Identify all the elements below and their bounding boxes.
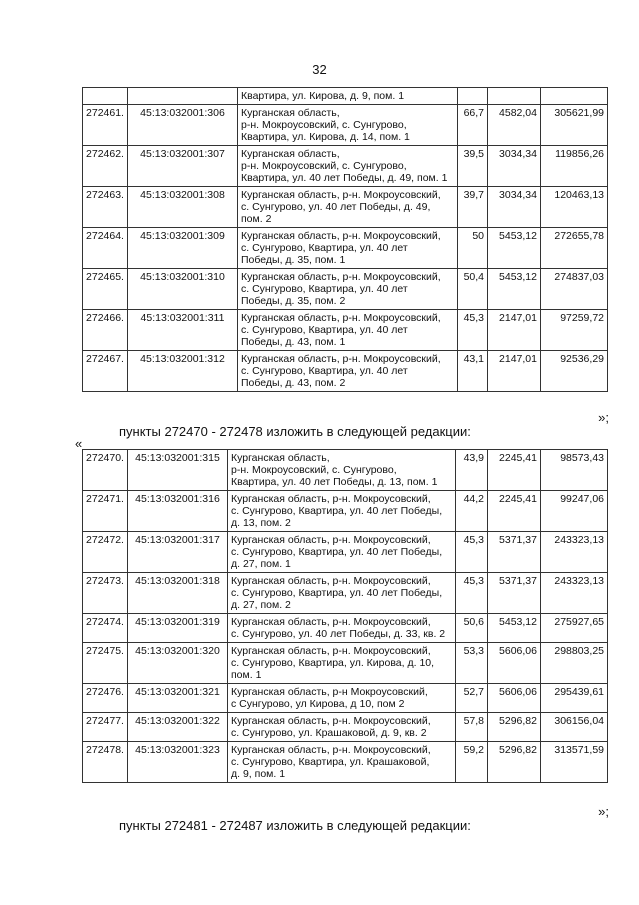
area-value: 39,7 [458, 187, 488, 228]
price-value: 3034,34 [488, 146, 541, 187]
table-row [83, 88, 608, 105]
address-line: с. Сунгурово, Квартира, ул. Крашаковой, [231, 756, 430, 768]
address-line: Курганская область, р-н. Мокроусовский, [231, 744, 431, 756]
address-line: с. Сунгурово, Квартира, ул. Кирова, д. 10, [231, 657, 435, 669]
price-value: 5606,06 [488, 643, 541, 684]
address-line: Курганская область, р-н. Мокроусовский, [241, 353, 441, 365]
price-value: 2147,01 [488, 310, 541, 351]
table-row [83, 450, 608, 491]
table-row [83, 187, 608, 228]
table-row [83, 532, 608, 573]
address-line: Победы, д. 43, пом. 1 [241, 336, 346, 348]
address-line: Курганская область, р-н. Мокроусовский, [241, 230, 441, 242]
address-line: р-н. Мокроусовский, с. Сунгурово, [241, 119, 407, 131]
address-line: Победы, д. 43, пом. 2 [241, 377, 346, 389]
address-line: д. 27, пом. 1 [231, 558, 291, 570]
price-value: 4582,04 [488, 105, 541, 146]
total-value: 99247,06 [541, 491, 608, 532]
table-row [83, 684, 608, 713]
address-line: Курганская область, р-н. Мокроусовский, [231, 645, 431, 657]
row-number: 272467. [83, 351, 128, 392]
cadastral-number: 45:13:032001:311 [128, 310, 238, 351]
area-value: 39,5 [458, 146, 488, 187]
total-value: 275927,65 [541, 614, 608, 643]
address-line: Курганская область, р-н. Мокроусовский, [241, 312, 441, 324]
row-number: 272470. [83, 450, 128, 491]
price-value: 5453,12 [488, 228, 541, 269]
address-line: д. 13, пом. 2 [231, 517, 291, 529]
address-line: пом. 2 [241, 213, 272, 225]
address-line: д. 27, пом. 2 [231, 599, 291, 611]
address-line: Курганская область, [241, 107, 340, 119]
address-line: с. Сунгурово, Квартира, ул. 40 лет Победы, [231, 505, 443, 517]
address-line: Курганская область, р-н. Мокроусовский, [241, 189, 441, 201]
address-cell [238, 269, 458, 310]
address-line: Победы, д. 35, пом. 2 [241, 295, 346, 307]
table-row [83, 491, 608, 532]
price-value: 2147,01 [488, 351, 541, 392]
address-line: Квартира, ул. 40 лет Победы, д. 49, пом. 1 [241, 172, 448, 184]
address-line: Курганская область, р-н. Мокроусовский, [231, 616, 431, 628]
price-value: 5296,82 [488, 742, 541, 783]
row-number: 272476. [83, 684, 128, 713]
address-line: с. Сунгурово, Квартира, ул. 40 лет [241, 365, 408, 377]
total-value: 295439,61 [541, 684, 608, 713]
address-cell [228, 450, 456, 491]
address-cell [228, 491, 456, 532]
row-number: 272478. [83, 742, 128, 783]
row-number: 272475. [83, 643, 128, 684]
address-cell [228, 573, 456, 614]
total-value: 243323,13 [541, 532, 608, 573]
row-number: 272466. [83, 310, 128, 351]
cadastral-number: 45:13:032001:308 [128, 187, 238, 228]
price-value: 5371,37 [488, 573, 541, 614]
area-value: 44,2 [456, 491, 488, 532]
total-value: 274837,03 [541, 269, 608, 310]
total-value: 313571,59 [541, 742, 608, 783]
closing-quote: »; [598, 410, 609, 425]
table-row [83, 573, 608, 614]
address-cell [238, 187, 458, 228]
address-line: пом. 1 [231, 669, 262, 681]
row-number: 272471. [83, 491, 128, 532]
table-row [83, 742, 608, 783]
total-value: 98573,43 [541, 450, 608, 491]
address-line: с. Сунгурово, Квартира, ул. 40 лет [241, 242, 408, 254]
price-value: 5371,37 [488, 532, 541, 573]
address-cell [228, 614, 456, 643]
address-cell [228, 532, 456, 573]
price-value: 5296,82 [488, 713, 541, 742]
row-number: 272463. [83, 187, 128, 228]
amendment-paragraph: пункты 272481 - 272487 изложить в следующей редакции: [119, 818, 471, 833]
address-line: Курганская область, р-н. Мокроусовский, [231, 575, 431, 587]
cadastral-number: 45:13:032001:323 [128, 742, 228, 783]
row-number: 272473. [83, 573, 128, 614]
table-row [83, 614, 608, 643]
address-line: р-н. Мокроусовский, с. Сунгурово, [231, 464, 397, 476]
total-value: 305621,99 [541, 105, 608, 146]
table-row [83, 105, 608, 146]
address-line: р-н. Мокроусовский, с. Сунгурово, [241, 160, 407, 172]
property-table-1 [82, 87, 608, 392]
price-value: 5453,12 [488, 614, 541, 643]
row-number: 272464. [83, 228, 128, 269]
area-value: 52,7 [456, 684, 488, 713]
table-row [83, 269, 608, 310]
address-cell: Квартира, ул. Кирова, д. 9, пом. 1 [238, 88, 458, 105]
row-number: 272477. [83, 713, 128, 742]
row-number: 272472. [83, 532, 128, 573]
price-value: 3034,34 [488, 187, 541, 228]
cadastral-number: 45:13:032001:312 [128, 351, 238, 392]
address-cell [228, 684, 456, 713]
address-line: Курганская область, р-н. Мокроусовский, [241, 271, 441, 283]
address-line: с. Сунгурово, Квартира, ул. 40 лет Победы, [231, 546, 443, 558]
address-line: с. Сунгурово, ул. 40 лет Победы, д. 49, [241, 201, 431, 213]
total-value: 119856,26 [541, 146, 608, 187]
total-value: 92536,29 [541, 351, 608, 392]
table-row [83, 713, 608, 742]
address-line: Курганская область, р-н. Мокроусовский, [231, 493, 431, 505]
amendment-paragraph: пункты 272470 - 272478 изложить в следующей редакции: [119, 424, 471, 439]
address-line: Квартира, ул. 40 лет Победы, д. 13, пом. 1 [231, 476, 438, 488]
total-value: 120463,13 [541, 187, 608, 228]
address-cell [238, 351, 458, 392]
total-value: 97259,72 [541, 310, 608, 351]
table-row [83, 351, 608, 392]
closing-quote: »; [598, 804, 609, 819]
address-cell [238, 146, 458, 187]
address-line: Курганская область, [241, 148, 340, 160]
address-line: с. Сунгурово, ул. 40 лет Победы, д. 33, кв. 2 [231, 628, 446, 640]
cadastral-number: 45:13:032001:322 [128, 713, 228, 742]
cadastral-number: 45:13:032001:318 [128, 573, 228, 614]
address-line: д. 9, пом. 1 [231, 768, 286, 780]
page-number: 32 [312, 62, 327, 77]
cadastral-number: 45:13:032001:310 [128, 269, 238, 310]
area-value: 45,3 [456, 532, 488, 573]
address-line: Курганская область, р-н Мокроусовский, [231, 686, 428, 698]
cadastral-number: 45:13:032001:306 [128, 105, 238, 146]
address-cell [228, 643, 456, 684]
table-row [83, 228, 608, 269]
total-value: 306156,04 [541, 713, 608, 742]
area-value: 43,9 [456, 450, 488, 491]
area-value: 50,6 [456, 614, 488, 643]
price-value: 5606,06 [488, 684, 541, 713]
address-cell [238, 228, 458, 269]
area-value: 59,2 [456, 742, 488, 783]
cadastral-number: 45:13:032001:320 [128, 643, 228, 684]
area-value: 43,1 [458, 351, 488, 392]
area-value: 57,8 [456, 713, 488, 742]
area-value: 66,7 [458, 105, 488, 146]
table-row [83, 310, 608, 351]
address-line: Курганская область, [231, 452, 330, 464]
price-value: 5453,12 [488, 269, 541, 310]
row-number: 272462. [83, 146, 128, 187]
opening-quote: « [75, 436, 83, 451]
price-value: 2245,41 [488, 450, 541, 491]
row-number: 272474. [83, 614, 128, 643]
address-line: Победы, д. 35, пом. 1 [241, 254, 346, 266]
address-line: с. Сунгурово, Квартира, ул. 40 лет Победы, [231, 587, 443, 599]
area-value: 45,3 [456, 573, 488, 614]
address-line: с Сунгурово, ул Кирова, д 10, пом 2 [231, 698, 405, 710]
address-line: Курганская область, р-н. Мокроусовский, [231, 715, 431, 727]
cadastral-number: 45:13:032001:316 [128, 491, 228, 532]
area-value: 50,4 [458, 269, 488, 310]
cadastral-number: 45:13:032001:317 [128, 532, 228, 573]
address-cell [238, 105, 458, 146]
address-line: Курганская область, р-н. Мокроусовский, [231, 534, 431, 546]
table-row [83, 643, 608, 684]
address-line: с. Сунгурово, Квартира, ул. 40 лет [241, 324, 408, 336]
address-line: Квартира, ул. Кирова, д. 14, пом. 1 [241, 131, 410, 143]
address-cell [238, 310, 458, 351]
property-table-2 [82, 449, 608, 783]
cadastral-number: 45:13:032001:315 [128, 450, 228, 491]
cadastral-number: 45:13:032001:307 [128, 146, 238, 187]
total-value: 243323,13 [541, 573, 608, 614]
total-value: 298803,25 [541, 643, 608, 684]
row-number: 272461. [83, 105, 128, 146]
area-value: 50 [458, 228, 488, 269]
cadastral-number: 45:13:032001:321 [128, 684, 228, 713]
cadastral-number: 45:13:032001:309 [128, 228, 238, 269]
address-cell [228, 742, 456, 783]
table-row [83, 146, 608, 187]
cadastral-number: 45:13:032001:319 [128, 614, 228, 643]
price-value: 2245,41 [488, 491, 541, 532]
area-value: 53,3 [456, 643, 488, 684]
area-value: 45,3 [458, 310, 488, 351]
address-cell [228, 713, 456, 742]
total-value: 272655,78 [541, 228, 608, 269]
address-line: с. Сунгурово, Квартира, ул. 40 лет [241, 283, 408, 295]
address-line: с. Сунгурово, ул. Крашаковой, д. 9, кв. 2 [231, 727, 427, 739]
row-number: 272465. [83, 269, 128, 310]
